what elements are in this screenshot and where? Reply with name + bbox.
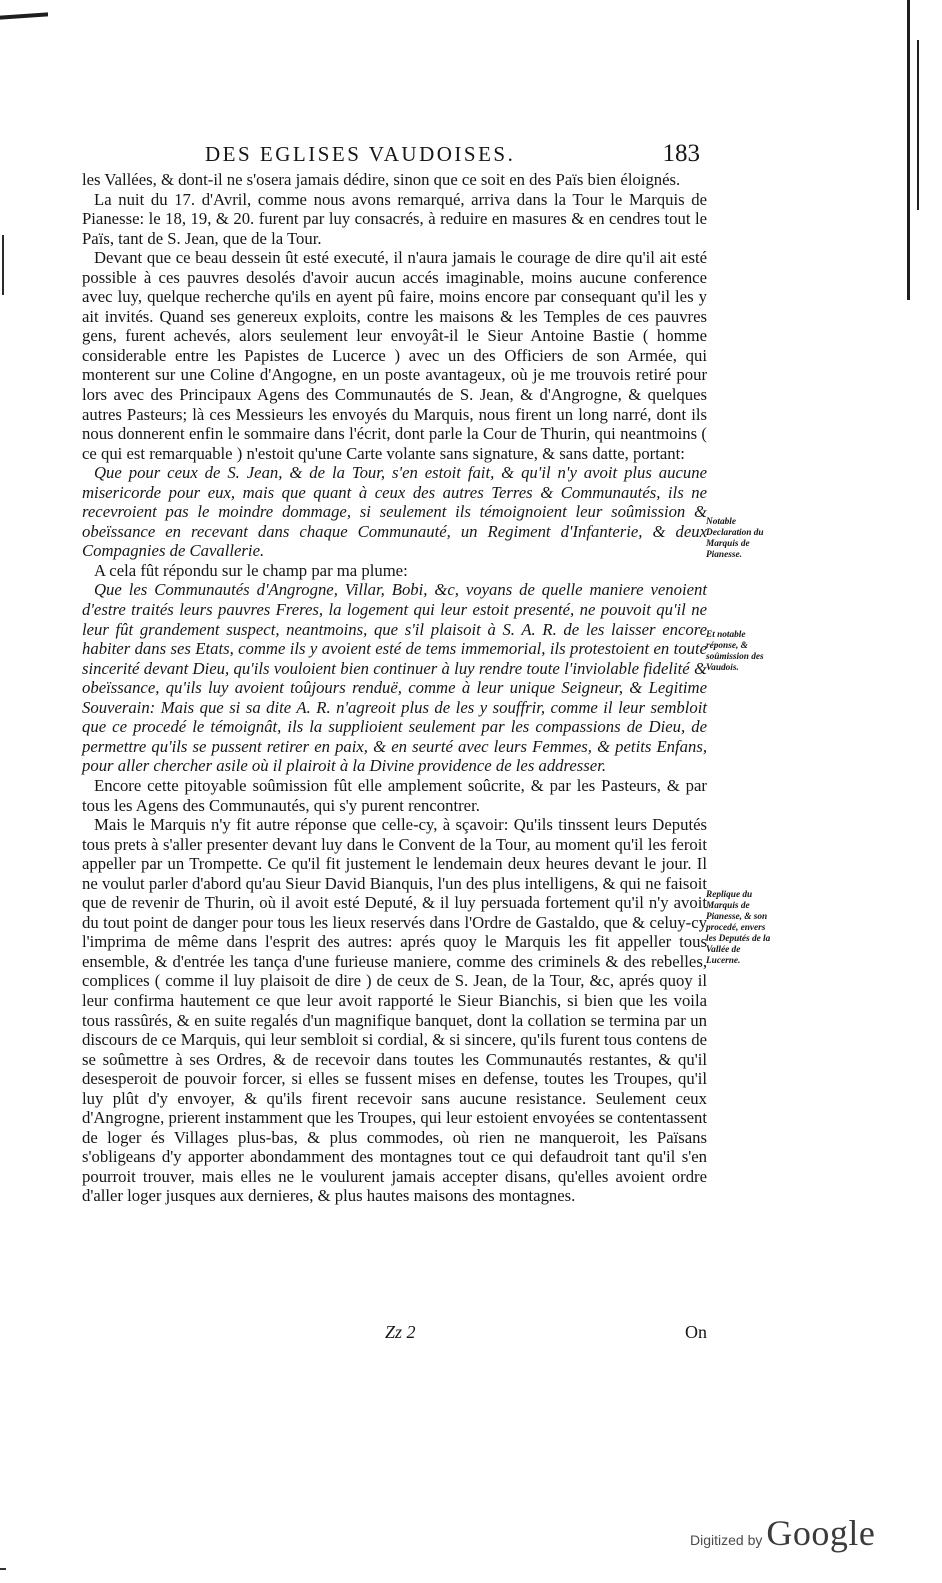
paragraph: A cela fût répondu sur le champ par ma plume:: [94, 560, 408, 580]
sidenote: Et notable réponse, & soûmission des Vaudois.: [706, 630, 764, 673]
quoted-declaration: Que pour ceux de S. Jean, & de la Tour, s'en estoit fait, & qu'il n'y avoit plus aucune misericorde pour eux, mais que quant à ceux des autres Terres & Communautés, ils ne recevroient pas le moindre dommage, si seulement ils témoignoient leur soûmission & obeïssance en recevant dans chaque Communauté, un Regiment d'Infanterie, & deux Compagnies de Cavallerie.: [82, 463, 707, 561]
catchword: On: [685, 1322, 707, 1342]
signature-mark: Zz 2: [385, 1322, 416, 1342]
margin-line: [2, 235, 4, 295]
ink-mark: [0, 12, 48, 19]
sidenote: Notable Declaration du Marquis de Pianesse.: [706, 517, 764, 560]
google-logo: Google: [766, 1513, 876, 1553]
paragraph: La nuit du 17. d'Avril, comme nous avons remarqué, arriva dans la Tour le Marquis de Pianesse: le 18, 19, & 20. furent par luy consacrés, à reduire en masures & en cendres tout le Païs, tant de S. Jean, que de la Tour.: [82, 189, 707, 248]
quoted-response: Que les Communautés d'Angrogne, Villar, Bobi, &c, voyans de quelle maniere venoient d'estre traités leurs pauvres Freres, la logement qui leur estoit presenté, ne pouvoit qu'il ne leur fût grandement suspect, neantmoins, que s'il plaisoit à S. A. R. de les laisser encore habiter dans ses Etats, comme ils y avoient esté de tems immemorial, ils protestoient en toute sincerité devant Dieu, qu'ils vouloient bien continuer à luy rendre toute l'inviolable fidelité & obeïssance, qu'ils luy avoient toûjours renduë, comme à leur unique Seigneur, & Legitime Souverain: Mais que si sa dite A. R. n'agreoit plus de les y souffrir, comme il leur sembloit que ce procedé le témoignât, ils la supplioient seulement par les compassions de Dieu, de permettre qu'ils se pussent retirer en paix, & en seurté avec leurs Femmes, & petits Enfans, pour aller chercher asile où il plairoit à la Divine providence de les addresser.: [82, 580, 707, 776]
ink-mark: [0, 1568, 6, 1570]
margin-line: [917, 40, 919, 210]
paragraph: Encore cette pitoyable soûmission fût elle amplement soûcrite, & par les Pasteurs, & par tous les Agens des Communautés, qui s'y purent rencontrer.: [82, 775, 707, 815]
page-number: 183: [662, 140, 700, 167]
margin-line: [907, 0, 910, 300]
watermark-text: Digitized by: [690, 1532, 763, 1548]
digitization-watermark: [690, 1512, 875, 1554]
paragraph: les Vallées, & dont-il ne s'osera jamais dédire, sinon que ce soit en des Païs bien éloignés.: [82, 170, 681, 189]
page-header: [205, 140, 700, 168]
paragraph: Mais le Marquis n'y fit autre réponse que celle-cy, à sçavoir: Qu'ils tinssent leurs Deputés tous prets à s'aller presenter devant luy dans le Convent de la Tour, au moment qu'il les feroit appeller par un Trompette. Ce qu'il fit justement le lendemain deux heures devant le jour. Il ne voulut parler d'abord qu'au Sieur David Bianquis, l'un des plus intelligens, & qui ne faisoit que de revenir de Thurin, où il avoit esté Deputé, & il luy persuada fortement qu'il n'y avoit du tout point de danger pour tous les lieux reservés dans l'Ordre de Gastaldo, que & celuy-cy l'imprima de même dans l'esprit des autres: aprés quoy le Marquis les fit appeller tous ensemble, & d'entrée les tança d'une furieuse maniere, comme des criminels & des rebelles, complices ( comme il luy plaisoit de dire ) de ceux de S. Jean, de la Tour, &c, aprés quoy il leur confirma hautement ce que leur avoit rapporté le Sieur Bianchis, si bien que les voila tous rassûrés, & en suite regalés d'un magnifique banquet, dont la collation se termina par un discours de ce Marquis, qui leur sembloit si cordial, & si sincere, qu'ils furent tous contens de se soûmettre à ses Ordres, & de recevoir dans toutes les Communautés restantes, & qu'il desesperoit de pouvoir forcer, si elles se fussent mises en defense, toutes les Troupes, qu'il luy plût d'y envoyer, & qu'ils firent recevoir sans aucune resistance. Seulement ceux d'Angrogne, prierent instamment que les Troupes, qui leur estoient envoyées se contentassent de loger és Villages plus-bas, & plus commodes, où rien ne manqueroit, les Païsans s'obligeans d'y apporter abondamment des montagnes tout ce qui defaudroit tant qu'il s'en pourroit trouver, mais elles ne le voulurent jamais accepter disans, qu'elles avoient ordre d'aller loger jusques aux dernieres, & plus hautes maisons des montagnes.: [82, 815, 707, 1206]
running-title: DES EGLISES VAUDOISES.: [205, 142, 516, 166]
main-text: [82, 170, 707, 1206]
sidenote: Replique du Marquis de Pianesse, & son procedé, envers les Deputés de la Vallée de Lucerne.: [706, 890, 771, 966]
paragraph: Devant que ce beau dessein ût esté executé, il n'aura jamais le courage de dire qu'il ait esté possible à ces pauvres desolés d'avoir aucun accés imaginable, moins aucune conference avec luy, quelque recherche qu'ils en ayent pû faire, moins encore par consequant qu'il les y ait invités. Quand ses genereux exploits, contre les maisons & les Temples de ces pauvres gens, furent achevés, alors seulement leur envoyât-il le Sieur Antoine Bastie ( homme considerable entre les Papistes de Lucerce ) avec un des Officiers de son Armée, qui monterent sur une Coline d'Angogne, en un poste avantageux, où je me trouvois retiré pour lors avec des Principaux Agens des Communautés de S. Jean, & d'Angrogne, & quelques autres Pasteurs; là ces Messieurs les envoyés du Marquis, nous firent un long narré, dont ils nous donnerent enfin le sommaire dans l'écrit, dont parle la Cour de Thurin, qui neantmoins ( ce qui est remarquable ) n'estoit qu'une Carte volante sans signature, & sans datte, portant:: [82, 248, 707, 463]
